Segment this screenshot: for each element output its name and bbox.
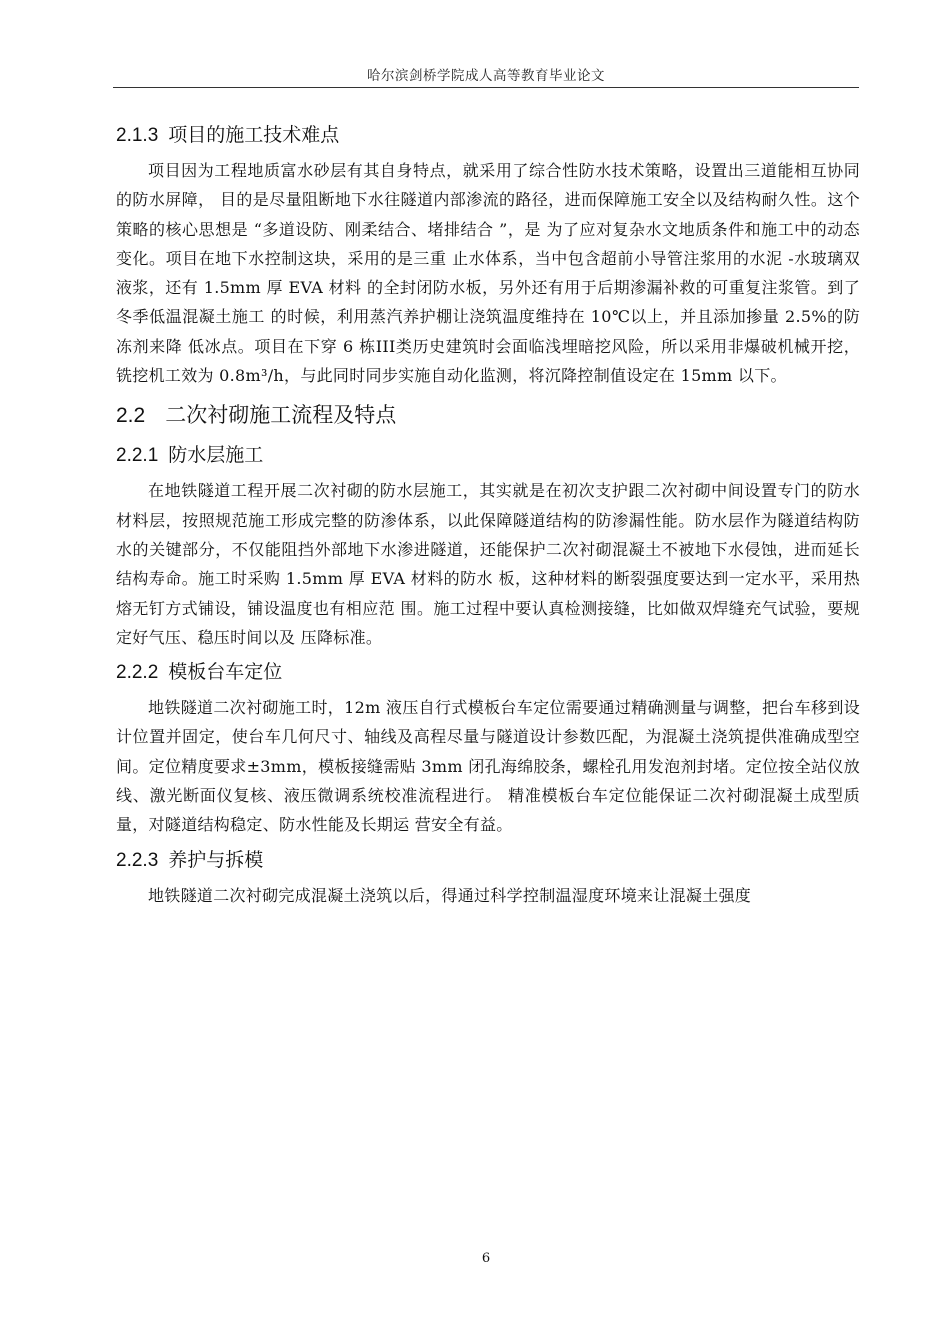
section-number: 2.1.3 [116,125,159,146]
section-heading-2-1-3 [116,118,860,153]
running-header: 哈尔滨剑桥学院成人高等教育毕业论文 [367,68,605,84]
paragraph-2-2-1: 在地铁隧道工程开展二次衬砌的防水层施工，其实就是在初次支护跟二次衬砌中间设置专门的防水材料层，按照规范施工形成完整的防渗体系，以此保障隧道结构的防渗漏性能。防水层作为隧道结构防水的关键部分，不仅能阻挡外部地下水渗进隧道，还能保护二次衬砌混凝土不被地下水侵蚀，进而延长结构寿命。施工时采购 1.5mm 厚 EVA 材料的防水 板，这种材料的断裂强度要达到一定水平，采用热熔无钉方式铺设，铺设温度也有相应范 围。施工过程中要认真检测接缝，比如做双焊缝充气试验，要规定好气压、稳压时间以及 压降标准。 [116,481,860,647]
section-number: 2.2 [116,404,146,428]
section-number: 2.2.2 [116,662,159,684]
section-heading-2-2 [116,396,860,435]
section-title: 防水层施工 [168,444,264,467]
section-title: 养护与拆模 [168,848,264,871]
section-heading-2-2-1 [116,438,860,473]
section-title: 模板台车定位 [168,661,283,684]
page-body [116,118,860,910]
section-number: 2.2.1 [116,445,159,467]
paragraph-2-1-3: 项目因为工程地质富水砂层有其自身特点，就采用了综合性防水技术策略，设置出三道能相互协同的防水屏障， 目的是尽量阻断地下水往隧道内部渗流的路径，进而保障施工安全以及结构耐久性。这个策略的核心思想是 “多道设防、刚柔结合、堵排结合 ”，是 为了应对复杂水文地质条件和施工中的动态变化。项目在地下水控制这块，采用的是三重 止水体系，当中包含超前小导管注浆用的水泥 -水玻璃双液浆，还有 1.5mm 厚 EVA 材料 的全封闭防水板，另外还有用于后期渗漏补救的可重复注浆管。到了冬季低温混凝土施工 的时候，利用蒸汽养护棚让浇筑温度维持在 10℃以上，并且添加掺量 2.5%的防冻剂来降 低冰点。项目在下穿 6 栋III类历史建筑时会面临浅埋暗挖风险，所以采用非爆破机械开挖， 铣挖机工效为 0.8m³/h，与此同时同步实施自动化监测，将沉降控制值设定在 15mm 以下。 [116,161,860,386]
section-heading-2-2-3 [116,843,860,878]
section-title: 项目的施工技术难点 [168,124,340,146]
paragraph-2-2-3: 地铁隧道二次衬砌完成混凝土浇筑以后，得通过科学控制温湿度环境来让混凝土强度 [148,885,752,905]
section-title: 二次衬砌施工流程及特点 [165,403,397,428]
paragraph-2-2-2: 地铁隧道二次衬砌施工时，12m 液压自行式模板台车定位需要通过精确测量与调整，把台车移到设计位置并固定，使台车几何尺寸、轴线及高程尽量与隧道设计参数匹配，为混凝土浇筑提供准确成型空间。定位精度要求±3mm，模板接缝需贴 3mm 闭孔海绵胶条，螺栓孔用发泡剂封堵。定位按全站仪放线、激光断面仪复核、液压微调系统校准流程进行。 精准模板台车定位能保证二次衬砌混凝土成型质量，对隧道结构稳定、防水性能及长期运 营安全有益。 [116,698,860,835]
header-rule [113,87,859,88]
section-number: 2.2.3 [116,849,159,871]
section-heading-2-2-2 [116,655,860,690]
page-number: 6 [481,1251,491,1266]
